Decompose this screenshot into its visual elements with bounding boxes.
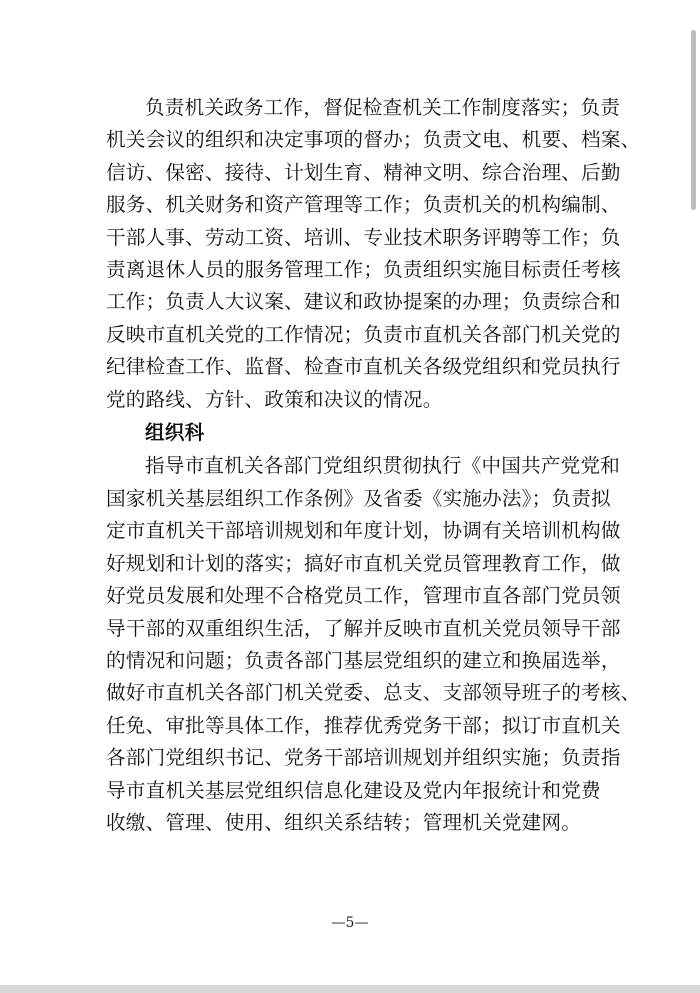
text-line: 干部人事、劳动工资、培训、专业技术职务评聘等工作；负	[106, 225, 621, 249]
text-line: 导干部的双重组织生活，了解并反映市直机关党员领导干部	[106, 616, 621, 640]
page-number: —5—	[331, 915, 369, 931]
text-line: 收缴、管理、使用、组织关系结转；管理机关党建网。	[106, 810, 582, 834]
text-line: 责离退休人员的服务管理工作；负责组织实施目标责任考核	[106, 258, 621, 282]
text-line: 反映市直机关党的工作情况；负责市直机关各部门机关党的	[106, 322, 621, 346]
section-heading-organization: 组织科	[145, 421, 205, 445]
text-line: 定市直机关干部培训规划和年度计划，协调有关培训机构做	[106, 519, 621, 543]
text-line: 机关会议的组织和决定事项的督办；负责文电、机要、档案、	[106, 128, 641, 152]
paragraph-organization-duties	[106, 450, 641, 839]
text-line: 好规划和计划的落实；搞好市直机关党员管理教育工作，做	[106, 551, 621, 575]
text-line: 党的路线、方针、政策和决议的情况。	[106, 387, 443, 411]
text-line: 好党员发展和处理不合格党员工作，管理市直各部门党员领	[106, 584, 621, 608]
text-line: 任免、审批等具体工作，推荐优秀党务干部；拟订市直机关	[106, 713, 621, 737]
text-line: 信访、保密、接待、计划生育、精神文明、综合治理、后勤	[106, 160, 621, 184]
text-line: 负责机关政务工作，督促检查机关工作制度落实；负责	[145, 96, 621, 119]
text-line: 纪律检查工作、监督、检查市直机关各级党组织和党员执行	[106, 355, 621, 379]
text-line: 各部门党组织书记、党务干部培训规划并组织实施；负责指	[106, 746, 621, 770]
text-line: 导市直机关基层党组织信息化建设及党内年报统计和党费	[106, 778, 601, 802]
text-line: 指导市直机关各部门党组织贯彻执行《中国共产党党和	[145, 454, 621, 478]
text-line: 国家机关基层组织工作条例》及省委《实施办法》；负责拟	[106, 486, 611, 510]
text-line: 工作；负责人大议案、建议和政协提案的办理；负责综合和	[106, 290, 621, 314]
paragraph-office-duties	[106, 92, 641, 416]
text-line: 的情况和问题；负责各部门基层党组织的建立和换届选举，	[106, 648, 621, 672]
document-body	[106, 92, 641, 839]
text-line: 做好市直机关各部门机关党委、总支、支部领导班子的考核、	[106, 681, 641, 705]
vertical-scrollbar[interactable]	[691, 30, 696, 210]
text-line: 服务、机关财务和资产管理等工作；负责机关的机构编制、	[106, 193, 621, 217]
